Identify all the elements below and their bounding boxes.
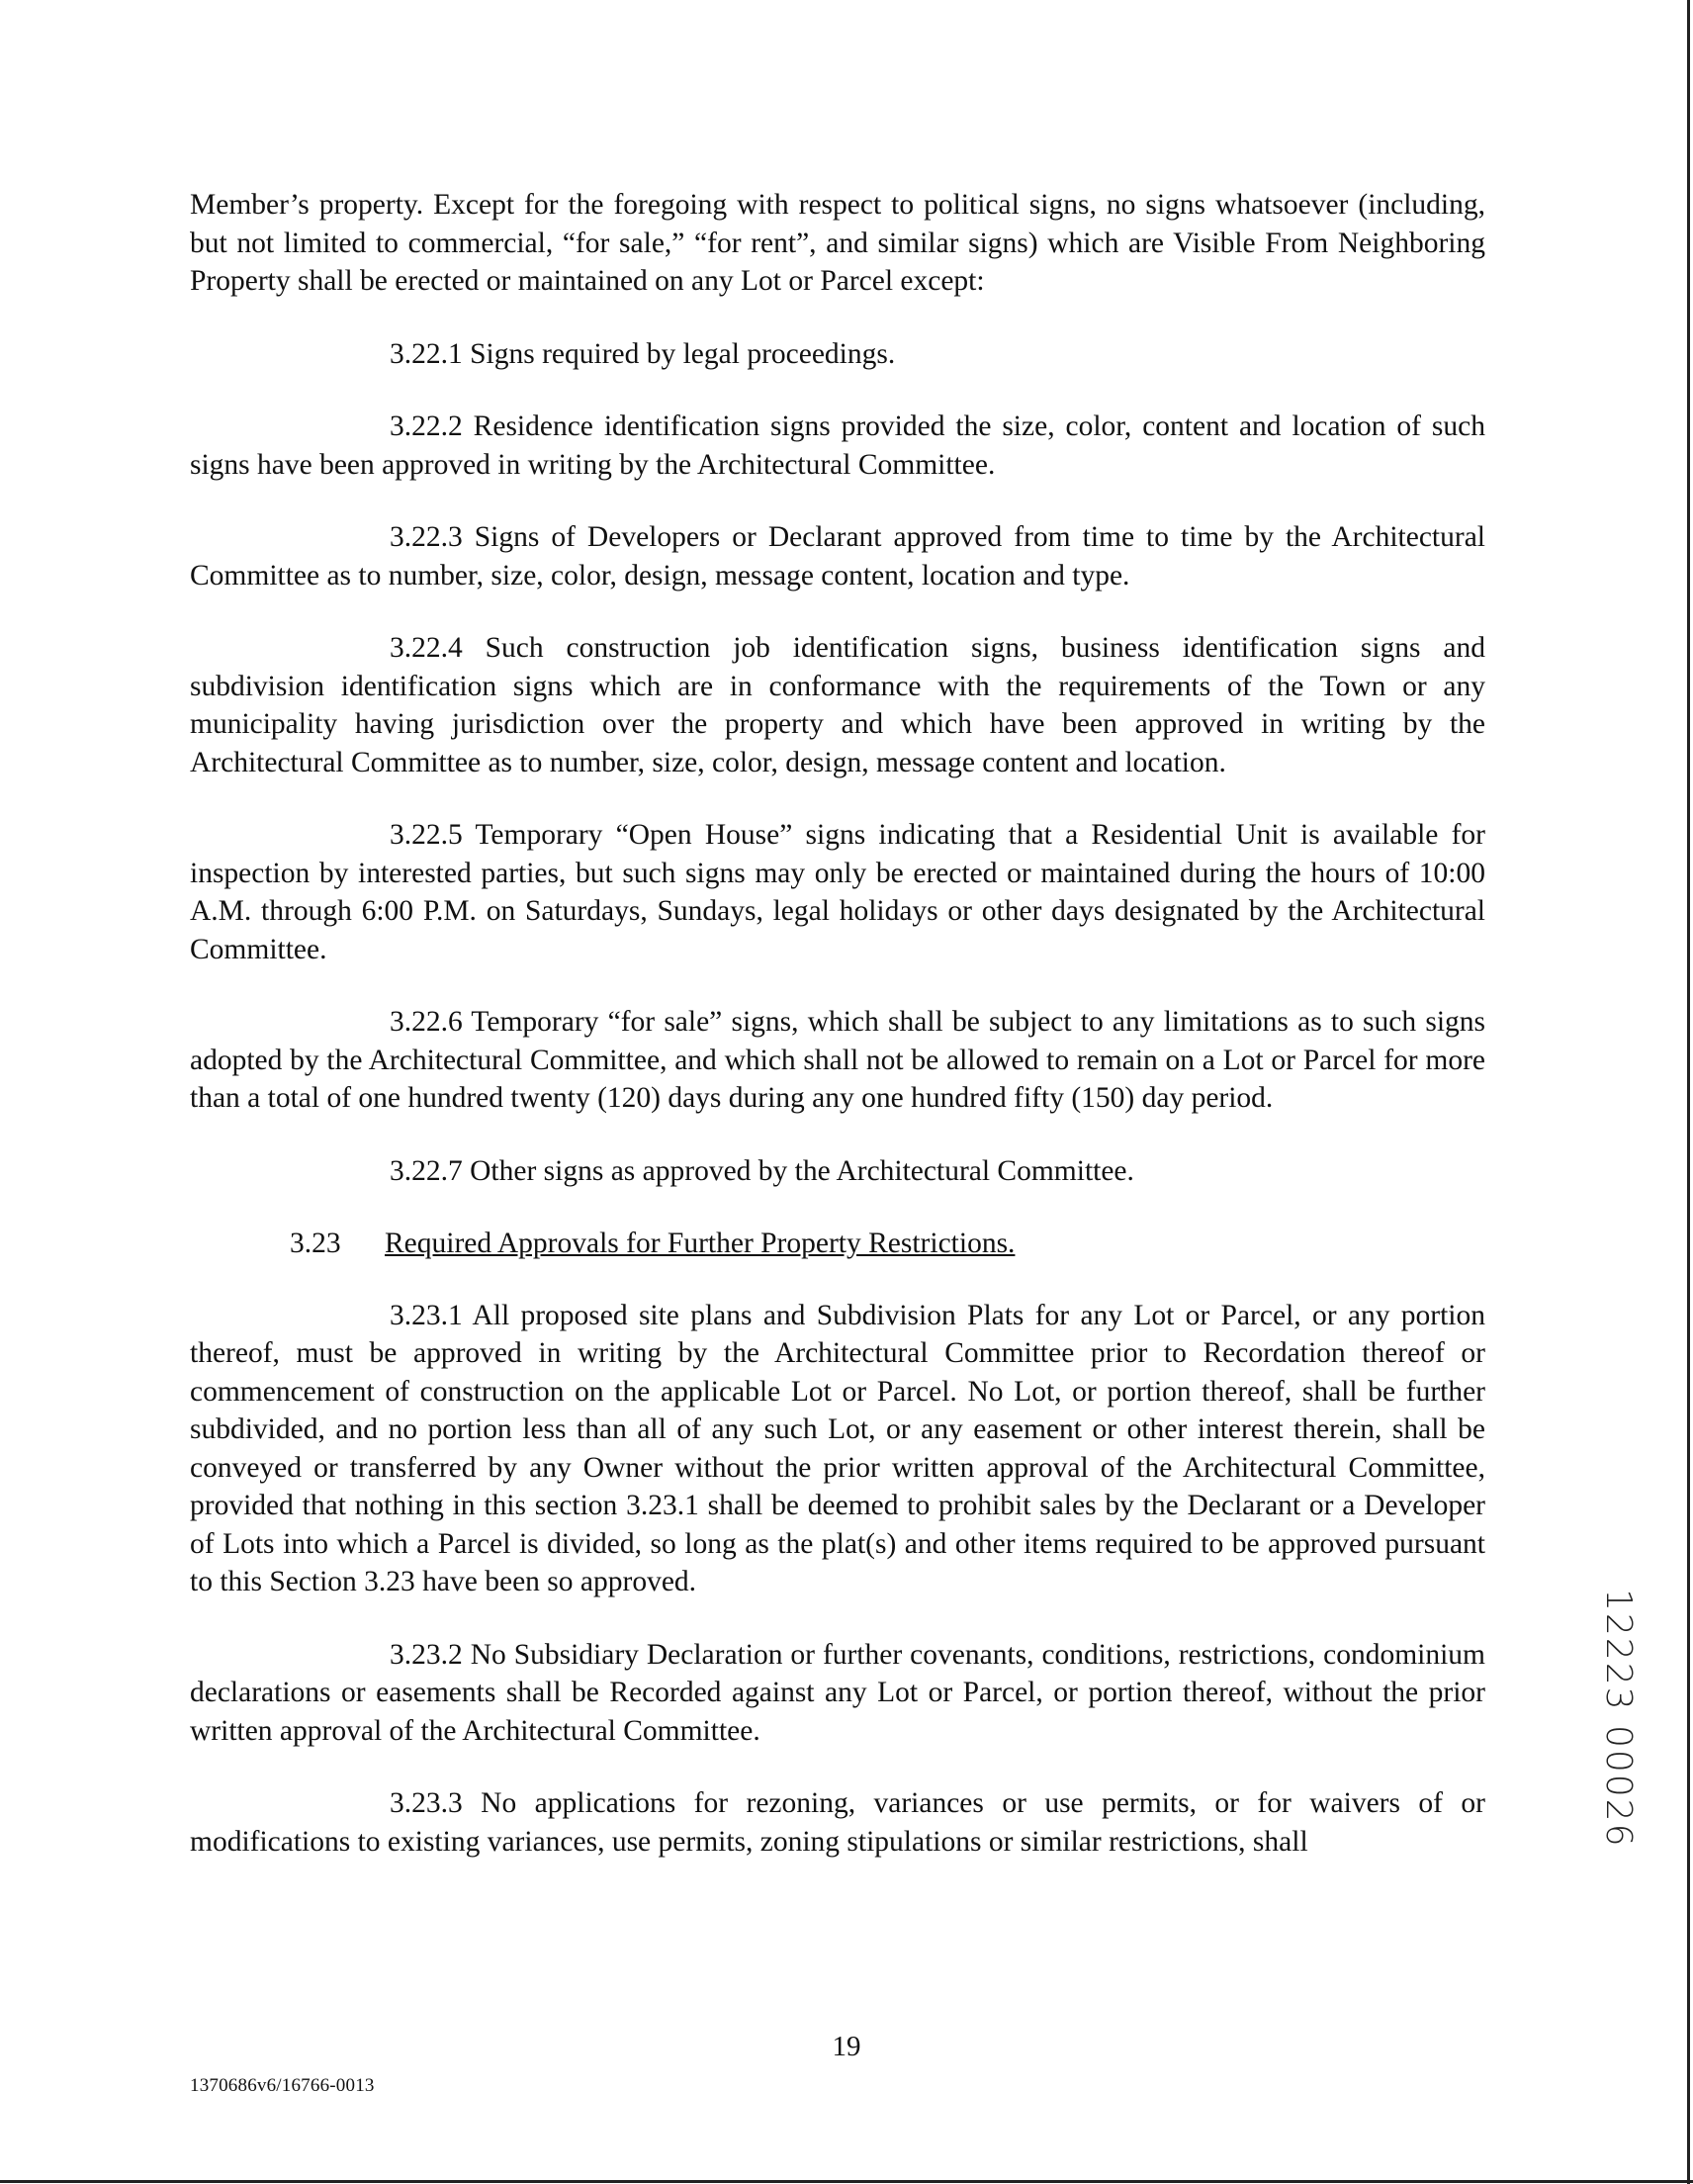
section-heading-3-23 xyxy=(190,1225,1485,1263)
right-border-line xyxy=(1687,0,1690,2184)
bottom-border-line xyxy=(0,2180,1693,2183)
clause-3-22-2: 3.22.2 Residence identification signs provided the size, color, content and location of such signs have been approved in writing by the Architectural Committee. xyxy=(190,410,1485,481)
recording-stamp xyxy=(1596,1589,1640,1866)
recording-stamp-text: 12223 00026 xyxy=(1598,1589,1639,1849)
clause-3-22-3: 3.22.3 Signs of Developers or Declarant approved from time to time by the Architectural Committee as to number, size, color, design, message content, location and type. xyxy=(190,521,1485,592)
document-id: 1370686v6/16766-0013 xyxy=(190,2075,375,2096)
clause-3-23-1: 3.23.1 All proposed site plans and Subdivision Plats for any Lot or Parcel, or any portion thereof, must be approved in writing by the Architectural Committee prior to Recordation thereof or commencement of construction on the applicable Lot or Parcel. No Lot, or portion thereof, shall be further subdivided, and no portion less than all of any such Lot, or any easement or other interest therein, shall be conveyed or transferred by any Owner without the prior written approval of the Architectural Committee, provided that nothing in this section 3.23.1 shall be deemed to prohibit sales by the Declarant or a Developer of Lots into which a Parcel is divided, so long as the plat(s) and other items required to be approved pursuant to this Section 3.23 have been so approved. xyxy=(190,1299,1485,1597)
clause-3-22-4: 3.22.4 Such construction job identification signs, business identification signs and subdivision identification signs which are in conformance with the requirements of the Town or any municipality having jurisdiction over the property and which have been approved in writing by the Architectural Committee as to number, size, color, design, message content and location. xyxy=(190,632,1485,778)
clause-3-23-3: 3.23.3 No applications for rezoning, variances or use permits, or for waivers of or modifications to existing variances, use permits, zoning stipulations or similar restrictions, shall xyxy=(190,1787,1485,1858)
clause-3-22-5: 3.22.5 Temporary “Open House” signs indicating that a Residential Unit is available for inspection by interested parties, but such signs may only be erected or maintained during the hours of 10:00 A.M. through 6:00 P.M. on Saturdays, Sundays, legal holidays or other days designated by the Architectural Committee. xyxy=(190,819,1485,965)
document-body xyxy=(190,186,1485,1895)
intro-paragraph: Member’s property. Except for the foregoing with respect to political signs, no signs whatsoever (including, but not limited to commercial, “for sale,” “for rent”, and similar signs) which are Visible From Neighboring Property shall be erected or maintained on any Lot or Parcel except: xyxy=(190,189,1485,297)
clause-3-22-6: 3.22.6 Temporary “for sale” signs, which shall be subject to any limitations as to such signs adopted by the Architectural Committee, and which shall not be allowed to remain on a Lot or Parcel for more than a total of one hundred twenty (120) days during any one hundred fifty (150) day period. xyxy=(190,1006,1485,1114)
clause-3-22-7: 3.22.7 Other signs as approved by the Architectural Committee. xyxy=(390,1154,1134,1187)
section-title: Required Approvals for Further Property Restrictions. xyxy=(385,1228,1016,1259)
section-number: 3.23 xyxy=(290,1228,341,1259)
clause-3-23-2: 3.23.2 No Subsidiary Declaration or further covenants, conditions, restrictions, condominium declarations or easements shall be Recorded against any Lot or Parcel, or portion thereof, without the prior written approval of the Architectural Committee. xyxy=(190,1638,1485,1747)
clause-3-22-1: 3.22.1 Signs required by legal proceedings. xyxy=(390,337,896,370)
page-number: 19 xyxy=(832,2031,861,2062)
